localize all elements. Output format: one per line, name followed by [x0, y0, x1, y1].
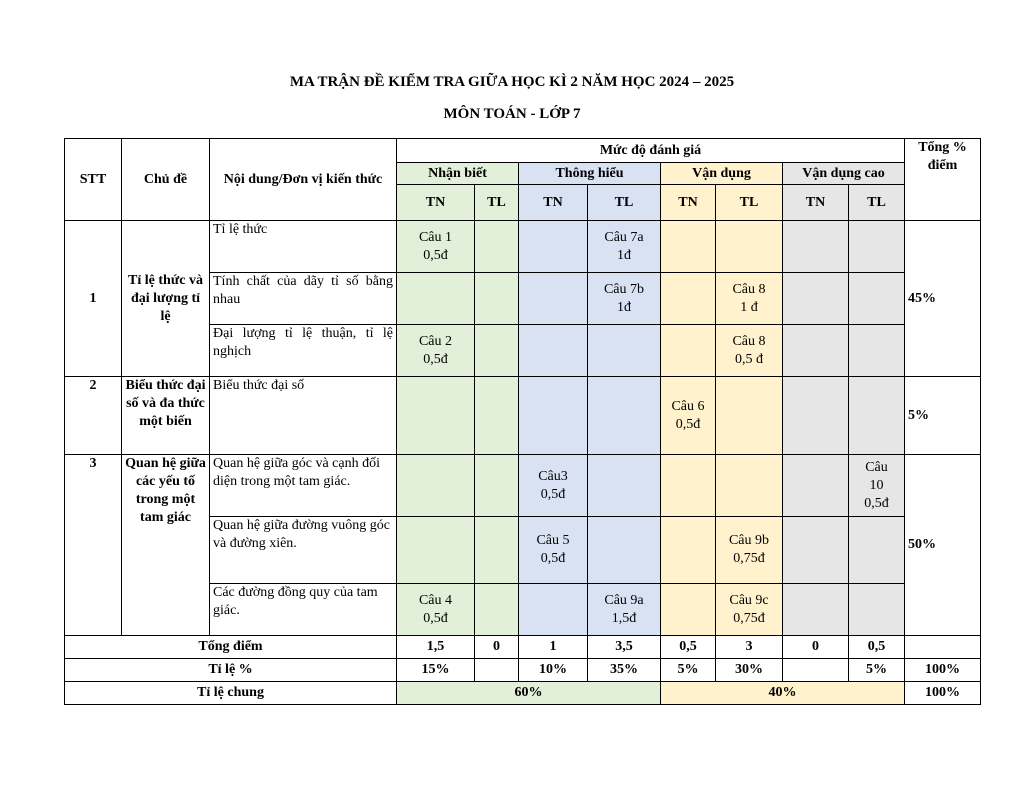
header-topic: Chủ đề	[122, 139, 210, 221]
overall-total: 100%	[905, 682, 981, 705]
totals-label: Tổng điểm	[65, 636, 397, 659]
header-row	[65, 139, 981, 163]
level-cell	[849, 517, 905, 584]
content-cell: Tính chất của dãy tỉ số bằng nhau	[210, 273, 397, 325]
level-cell: Câu 10 0,5đ	[849, 455, 905, 517]
ratio-value: 30%	[716, 659, 783, 682]
totals-value: 3,5	[588, 636, 661, 659]
totals-empty	[905, 636, 981, 659]
header-group: Thông hiểu	[519, 163, 661, 185]
level-cell	[716, 221, 783, 273]
level-cell	[397, 273, 475, 325]
ratio-row	[65, 659, 981, 682]
level-cell	[588, 455, 661, 517]
topic-name: Biểu thức đại số và đa thức một biến	[122, 377, 210, 455]
level-cell	[475, 325, 519, 377]
header-sub: TN	[783, 185, 849, 221]
table-row	[65, 377, 981, 455]
level-cell	[783, 273, 849, 325]
level-cell	[397, 377, 475, 455]
level-cell	[783, 584, 849, 636]
assessment-matrix-table	[64, 138, 981, 705]
level-cell	[661, 517, 716, 584]
content-cell: Đại lượng tỉ lệ thuận, tỉ lệ nghịch	[210, 325, 397, 377]
level-cell: Câu 7b 1đ	[588, 273, 661, 325]
totals-value: 0	[475, 636, 519, 659]
level-cell	[475, 584, 519, 636]
ratio-label: Tỉ lệ %	[65, 659, 397, 682]
level-cell	[588, 517, 661, 584]
document-title: MA TRẬN ĐỀ KIỂM TRA GIỮA HỌC KÌ 2 NĂM HỌC 2024 – 2025	[289, 74, 735, 90]
level-cell	[849, 273, 905, 325]
level-cell	[588, 325, 661, 377]
topic-name: Tỉ lệ thức và đại lượng tỉ lệ	[122, 221, 210, 377]
level-cell	[475, 273, 519, 325]
level-cell: Câu 4 0,5đ	[397, 584, 475, 636]
header-sub: TL	[716, 185, 783, 221]
level-cell: Câu 9b 0,75đ	[716, 517, 783, 584]
header-group: Vận dụng	[661, 163, 783, 185]
header-group: Vận dụng cao	[783, 163, 905, 185]
header-total-percent: Tổng % điểm	[905, 139, 981, 221]
level-cell	[849, 584, 905, 636]
level-cell	[519, 273, 588, 325]
table-row	[65, 455, 981, 517]
header-sub: TN	[397, 185, 475, 221]
level-cell: Câu3 0,5đ	[519, 455, 588, 517]
topic-percent: 50%	[905, 455, 981, 636]
header-group: Nhận biết	[397, 163, 519, 185]
overall-right: 40%	[661, 682, 905, 705]
level-cell	[661, 273, 716, 325]
level-cell	[475, 221, 519, 273]
totals-value: 0,5	[661, 636, 716, 659]
level-cell: Câu 2 0,5đ	[397, 325, 475, 377]
level-cell	[849, 221, 905, 273]
topic-stt: 1	[65, 221, 122, 377]
totals-value: 3	[716, 636, 783, 659]
level-cell	[661, 455, 716, 517]
overall-row	[65, 682, 981, 705]
topic-name: Quan hệ giữa các yếu tố trong một tam giác	[122, 455, 210, 636]
header-content: Nội dung/Đơn vị kiến thức	[210, 139, 397, 221]
totals-value: 0,5	[849, 636, 905, 659]
level-cell	[519, 584, 588, 636]
content-cell: Tỉ lệ thức	[210, 221, 397, 273]
ratio-total: 100%	[905, 659, 981, 682]
header-stt: STT	[65, 139, 122, 221]
header-sub: TL	[475, 185, 519, 221]
topic-stt: 2	[65, 377, 122, 455]
level-cell: Câu 7a 1đ	[588, 221, 661, 273]
level-cell	[519, 325, 588, 377]
ratio-value: 5%	[661, 659, 716, 682]
level-cell: Câu 1 0,5đ	[397, 221, 475, 273]
level-cell	[716, 377, 783, 455]
level-cell: Câu 9c 0,75đ	[716, 584, 783, 636]
totals-value: 0	[783, 636, 849, 659]
level-cell	[783, 377, 849, 455]
level-cell	[661, 221, 716, 273]
header-sub: TL	[588, 185, 661, 221]
header-level: Mức độ đánh giá	[397, 139, 905, 163]
ratio-value	[475, 659, 519, 682]
level-cell: Câu 6 0,5đ	[661, 377, 716, 455]
topic-stt: 3	[65, 455, 122, 636]
level-cell: Câu 9a 1,5đ	[588, 584, 661, 636]
level-cell	[716, 455, 783, 517]
level-cell	[783, 221, 849, 273]
table-row	[65, 221, 981, 273]
totals-row	[65, 636, 981, 659]
content-cell: Quan hệ giữa góc và cạnh đối diện trong một tam giác.	[210, 455, 397, 517]
header-sub: TN	[661, 185, 716, 221]
level-cell	[519, 221, 588, 273]
ratio-value: 5%	[849, 659, 905, 682]
level-cell	[475, 377, 519, 455]
level-cell	[849, 377, 905, 455]
level-cell	[661, 584, 716, 636]
overall-left: 60%	[397, 682, 661, 705]
level-cell	[783, 455, 849, 517]
ratio-value: 35%	[588, 659, 661, 682]
level-cell	[588, 377, 661, 455]
level-cell	[519, 377, 588, 455]
header-sub: TL	[849, 185, 905, 221]
level-cell	[475, 455, 519, 517]
topic-percent: 5%	[905, 377, 981, 455]
content-cell: Quan hệ giữa đường vuông góc và đường xiên.	[210, 517, 397, 584]
topic-percent: 45%	[905, 221, 981, 377]
level-cell	[397, 455, 475, 517]
level-cell: Câu 8 0,5 đ	[716, 325, 783, 377]
ratio-value: 10%	[519, 659, 588, 682]
content-cell: Các đường đồng quy của tam giác.	[210, 584, 397, 636]
totals-value: 1,5	[397, 636, 475, 659]
level-cell: Câu 5 0,5đ	[519, 517, 588, 584]
level-cell: Câu 8 1 đ	[716, 273, 783, 325]
document-subtitle: MÔN TOÁN - LỚP 7	[443, 106, 581, 122]
content-cell: Biểu thức đại số	[210, 377, 397, 455]
level-cell	[783, 517, 849, 584]
ratio-value: 15%	[397, 659, 475, 682]
ratio-value	[783, 659, 849, 682]
header-sub: TN	[519, 185, 588, 221]
level-cell	[475, 517, 519, 584]
level-cell	[849, 325, 905, 377]
level-cell	[661, 325, 716, 377]
level-cell	[783, 325, 849, 377]
totals-value: 1	[519, 636, 588, 659]
overall-label: Tỉ lệ chung	[65, 682, 397, 705]
level-cell	[397, 517, 475, 584]
